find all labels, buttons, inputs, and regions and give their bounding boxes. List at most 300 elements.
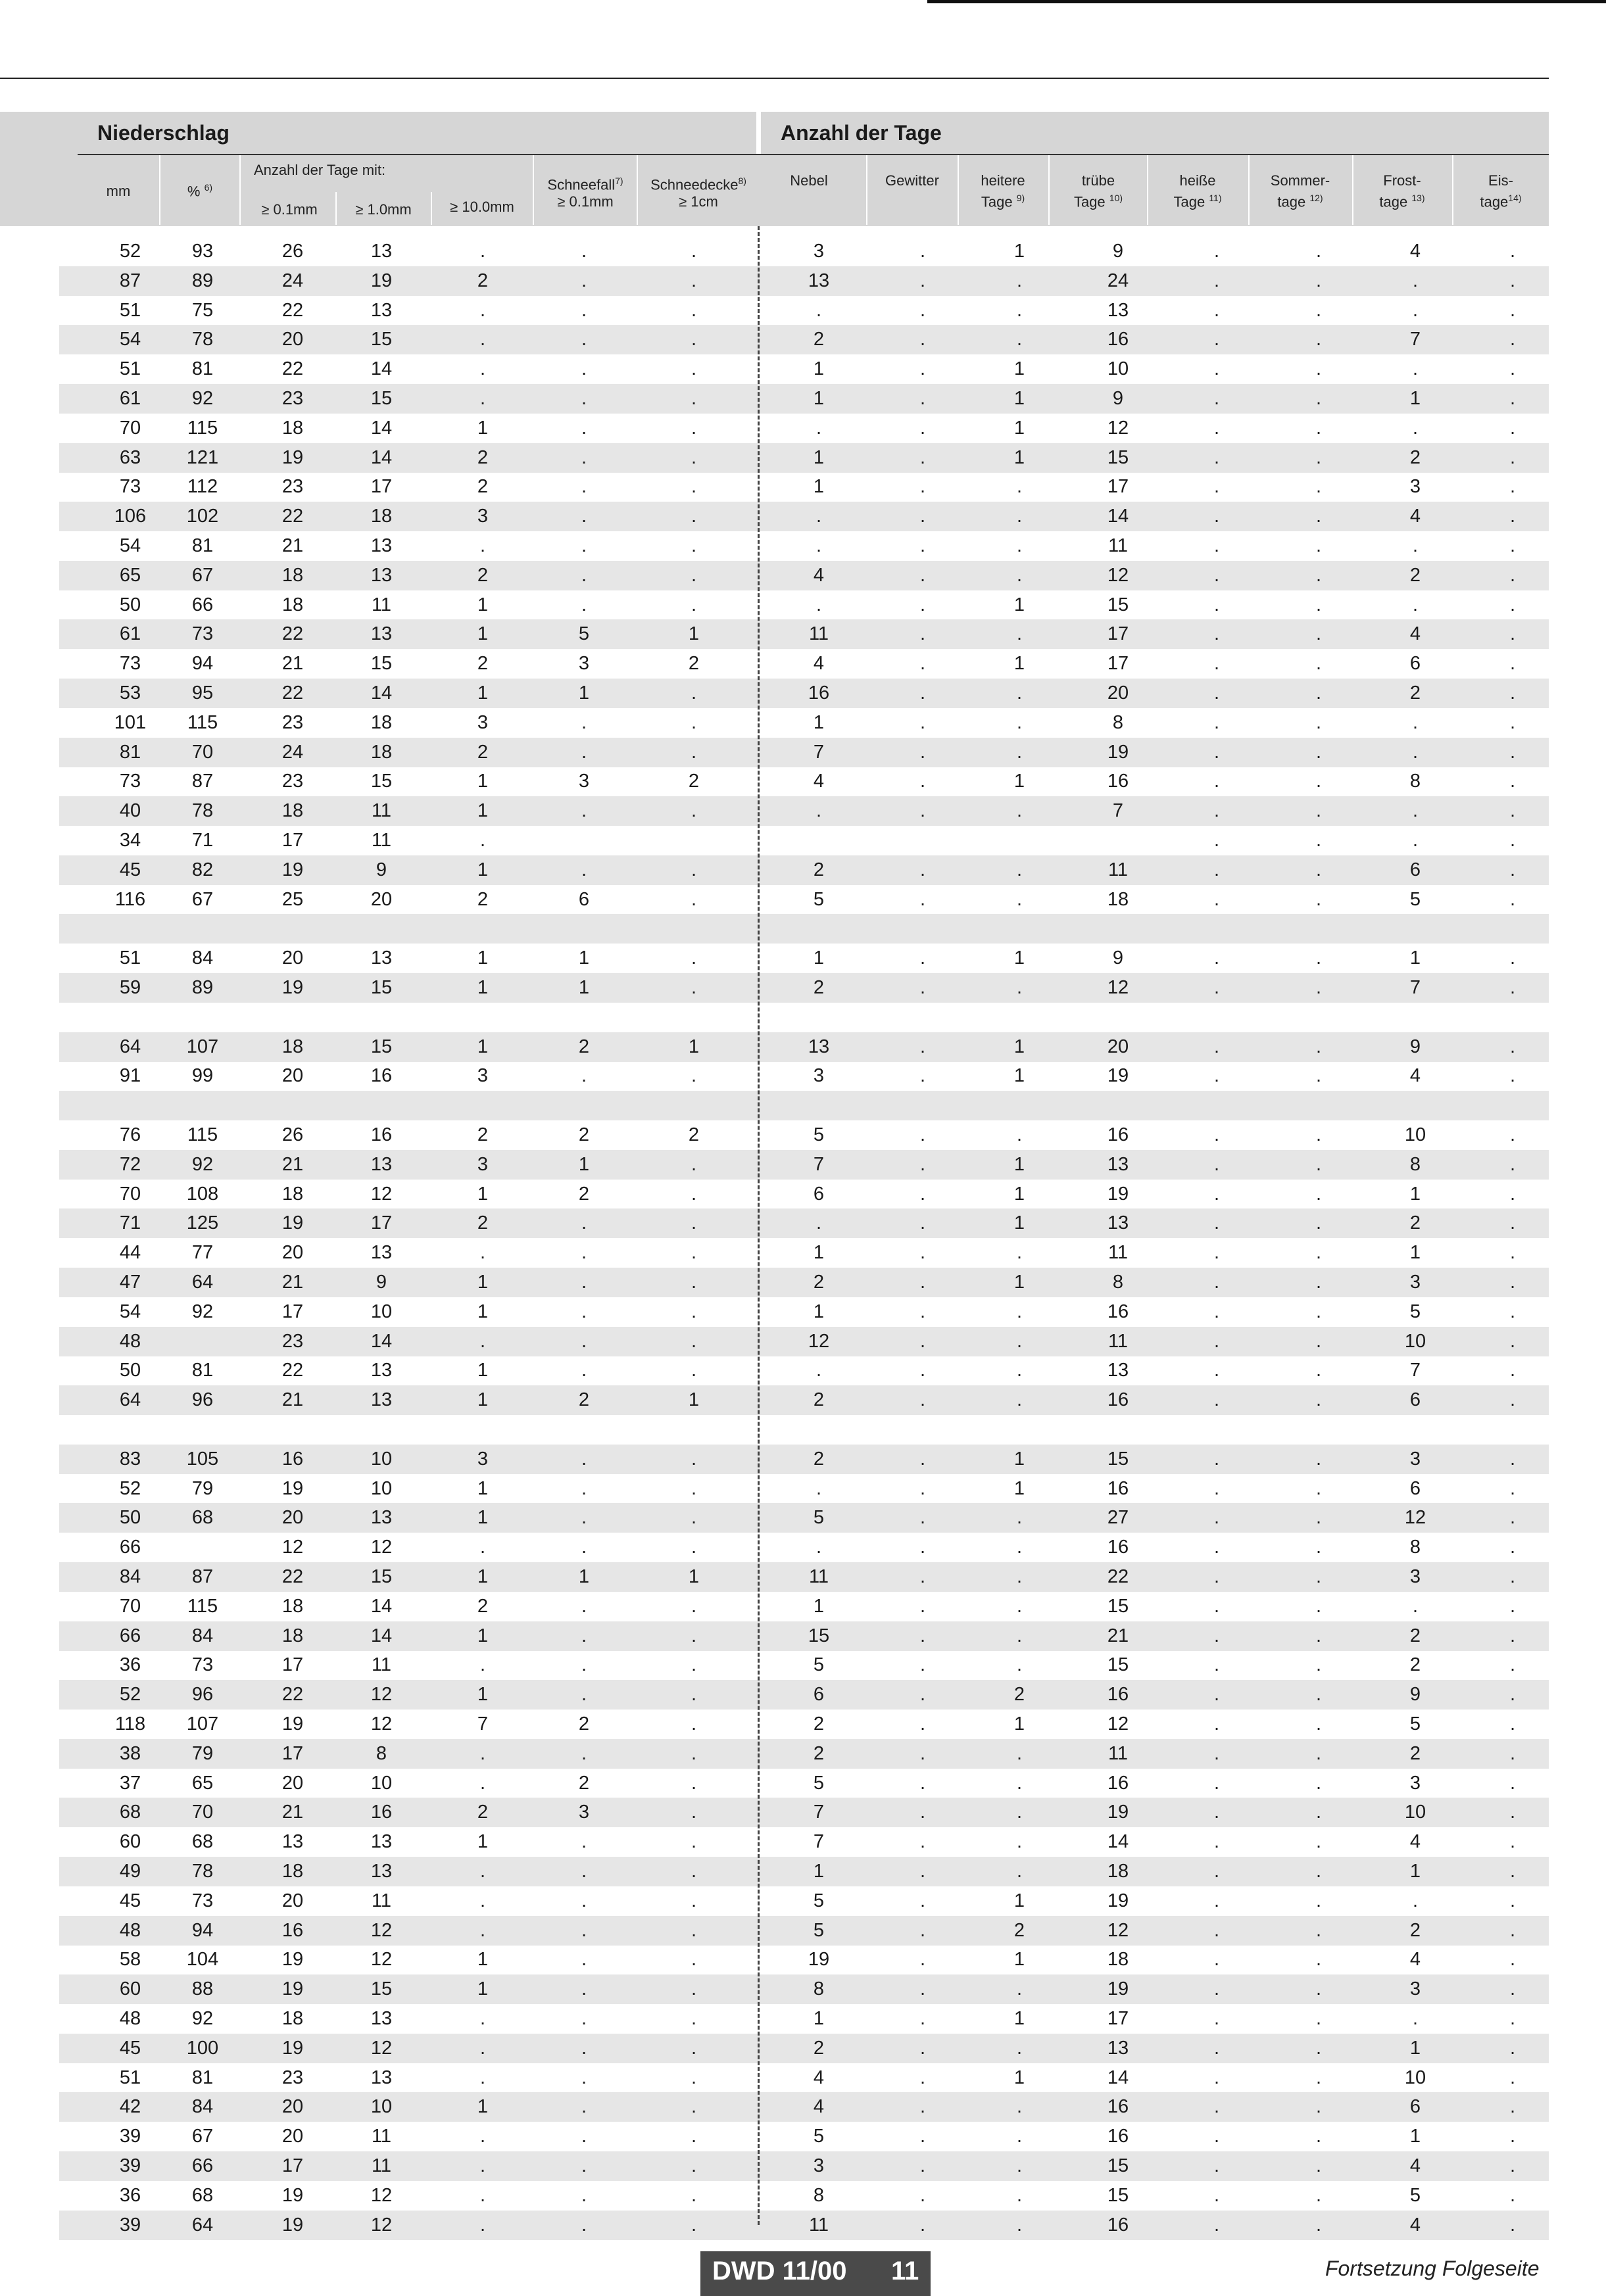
- table-cell: .: [1315, 1242, 1322, 1264]
- table-cell: .: [691, 1272, 697, 1293]
- table-cell: .: [919, 446, 926, 468]
- top-rule-thick: [927, 0, 1606, 3]
- table-cell: .: [581, 506, 587, 527]
- table-cell: .: [1315, 711, 1322, 733]
- table-cell: .: [919, 1831, 926, 1853]
- table-cell: .: [1412, 741, 1419, 763]
- table-cell: 1: [477, 1978, 489, 2000]
- table-cell: [783, 1091, 855, 1120]
- table-cell: 48: [119, 2008, 141, 2029]
- table-cell: .: [1509, 1742, 1516, 1764]
- table-cell: 17: [281, 830, 304, 851]
- table-cell: 21: [281, 1802, 304, 1823]
- table-cell: .: [691, 1772, 697, 1794]
- table-cell: .: [1213, 888, 1220, 910]
- table-cell: .: [1016, 1389, 1023, 1411]
- table-cell: 2: [1409, 1625, 1421, 1646]
- table-cell: .: [581, 270, 587, 291]
- table-cell: 2: [813, 1389, 825, 1411]
- table-cell: .: [1315, 535, 1322, 556]
- top-rule: [0, 78, 1549, 79]
- table-cell: .: [581, 1272, 587, 1293]
- table-cell: 19: [808, 1949, 830, 1971]
- table-cell: .: [479, 358, 486, 380]
- table-cell: .: [1412, 594, 1419, 615]
- table-cell: .: [691, 329, 697, 350]
- table-cell: 6: [813, 1684, 825, 1706]
- table-cell: .: [1016, 1595, 1023, 1617]
- table-cell: 79: [191, 1742, 214, 1764]
- table-cell: .: [581, 1949, 587, 1971]
- table-cell: [1082, 1091, 1154, 1120]
- table-cell: .: [691, 417, 697, 439]
- table-cell: 6: [1409, 2096, 1421, 2118]
- table-cell: .: [1509, 1890, 1516, 1911]
- table-cell: 1: [1409, 388, 1421, 409]
- table-cell: .: [1315, 1212, 1322, 1234]
- table-cell: [345, 1415, 418, 1445]
- table-cell: .: [1509, 535, 1516, 556]
- table-row: [59, 914, 1549, 944]
- table-cell: .: [1213, 1036, 1220, 1057]
- table-row: [59, 325, 1549, 354]
- table-cell: 1: [813, 1595, 825, 1617]
- table-cell: .: [581, 1890, 587, 1911]
- table-cell: 5: [813, 1654, 825, 1676]
- table-cell: .: [1213, 1919, 1220, 1941]
- table-cell: 115: [187, 1124, 218, 1145]
- table-row: [59, 1562, 1549, 1592]
- table-row: [59, 855, 1549, 885]
- table-cell: .: [1213, 1477, 1220, 1499]
- table-row: [59, 1592, 1549, 1621]
- table-cell: 19: [1107, 1890, 1129, 1911]
- table-cell: 7: [1112, 800, 1124, 822]
- table-cell: 2: [1409, 1919, 1421, 1941]
- header-nebel: Nebel: [790, 172, 828, 189]
- table-cell: .: [691, 270, 697, 291]
- table-cell: .: [1016, 506, 1023, 527]
- table-cell: .: [1509, 800, 1516, 822]
- table-row: [59, 1238, 1549, 1268]
- table-row: [59, 354, 1549, 384]
- table-cell: .: [1509, 1065, 1516, 1087]
- header-anzahl-tage-mit: Anzahl der Tage mit:: [254, 162, 386, 178]
- table-cell: 21: [281, 653, 304, 675]
- table-cell: [1180, 1415, 1253, 1445]
- header-separator: [1048, 155, 1050, 225]
- table-cell: 16: [1107, 2096, 1129, 2118]
- table-cell: 1: [813, 1301, 825, 1322]
- table-cell: 51: [119, 947, 141, 969]
- table-cell: 10: [370, 1772, 393, 1794]
- table-cell: 2: [477, 741, 489, 763]
- table-cell: 3: [1409, 1772, 1421, 1794]
- table-cell: .: [691, 1065, 697, 1087]
- table-row: [59, 1650, 1549, 1680]
- table-cell: 15: [1107, 2155, 1129, 2176]
- table-cell: 18: [281, 1183, 304, 1205]
- table-cell: 73: [191, 1890, 214, 1911]
- table-cell: .: [1213, 1861, 1220, 1882]
- table-cell: .: [1213, 241, 1220, 262]
- table-cell: 8: [813, 1978, 825, 2000]
- table-cell: .: [919, 299, 926, 321]
- table-cell: 18: [281, 800, 304, 822]
- table-cell: 61: [119, 388, 141, 409]
- table-cell: .: [1016, 1301, 1023, 1322]
- table-cell: .: [815, 800, 822, 822]
- table-cell: 11: [1107, 859, 1129, 880]
- table-cell: .: [1315, 682, 1322, 704]
- table-cell: [94, 1091, 166, 1120]
- table-cell: 1: [578, 947, 590, 969]
- table-cell: .: [1315, 1124, 1322, 1145]
- table-cell: .: [1016, 711, 1023, 733]
- table-cell: .: [581, 1625, 587, 1646]
- table-row: [59, 1003, 1549, 1032]
- table-cell: .: [581, 1831, 587, 1853]
- table-cell: 15: [808, 1625, 830, 1646]
- header-heisse-tage: heiße Tage $^{11)}$: [1173, 172, 1222, 210]
- table-cell: .: [815, 1537, 822, 1558]
- table-cell: 11: [371, 800, 392, 822]
- table-cell: 1: [1013, 653, 1025, 675]
- table-cell: 26: [281, 1124, 304, 1145]
- table-cell: 12: [370, 2037, 393, 2059]
- table-cell: .: [1315, 1802, 1322, 1823]
- table-cell: 1: [578, 682, 590, 704]
- table-cell: .: [1213, 1890, 1220, 1911]
- table-cell: .: [1016, 1242, 1023, 1264]
- table-cell: .: [1213, 2126, 1220, 2147]
- table-cell: .: [691, 1360, 697, 1381]
- header-separator: [1248, 155, 1250, 225]
- table-cell: .: [479, 1861, 486, 1882]
- table-cell: .: [1509, 947, 1516, 969]
- table-cell: .: [1509, 1360, 1516, 1381]
- table-cell: 22: [281, 1684, 304, 1706]
- table-cell: 17: [1107, 653, 1129, 675]
- table-cell: .: [1315, 1448, 1322, 1470]
- table-cell: 1: [477, 800, 489, 822]
- table-cell: 2: [813, 2037, 825, 2059]
- table-cell: 54: [119, 329, 141, 350]
- header-truebe-tage: trübe Tage $^{10)}$: [1073, 172, 1123, 210]
- table-cell: 81: [191, 358, 214, 380]
- table-cell: .: [479, 329, 486, 350]
- table-cell: [166, 1003, 239, 1032]
- table-cell: .: [1016, 1625, 1023, 1646]
- table-row: [59, 1769, 1549, 1798]
- table-cell: .: [581, 2184, 587, 2206]
- table-cell: 15: [370, 1036, 393, 1057]
- table-cell: 73: [119, 476, 141, 498]
- table-cell: [1282, 1003, 1355, 1032]
- table-cell: .: [479, 241, 486, 262]
- table-cell: .: [691, 535, 697, 556]
- table-cell: .: [919, 1389, 926, 1411]
- table-cell: .: [919, 741, 926, 763]
- table-cell: .: [1213, 2096, 1220, 2118]
- table-cell: 19: [281, 2214, 304, 2236]
- table-cell: .: [1509, 771, 1516, 792]
- table-cell: .: [1213, 682, 1220, 704]
- table-cell: .: [581, 1978, 587, 2000]
- table-cell: 11: [1107, 1330, 1129, 1352]
- table-cell: [1180, 1003, 1253, 1032]
- table-cell: 102: [186, 506, 219, 527]
- table-cell: .: [1213, 947, 1220, 969]
- table-cell: 18: [281, 417, 304, 439]
- table-cell: .: [919, 1507, 926, 1529]
- table-cell: 7: [813, 1802, 825, 1823]
- table-cell: 16: [1107, 2126, 1129, 2147]
- table-cell: 4: [813, 2067, 825, 2088]
- table-row: [59, 2151, 1549, 2181]
- table-cell: 94: [191, 1919, 214, 1941]
- table-cell: .: [1509, 1212, 1516, 1234]
- table-cell: 20: [281, 329, 304, 350]
- table-cell: 45: [119, 859, 141, 880]
- table-cell: .: [581, 859, 587, 880]
- table-cell: 70: [191, 1802, 214, 1823]
- table-cell: 12: [370, 1684, 393, 1706]
- table-cell: 16: [1107, 1537, 1129, 1558]
- table-cell: 20: [370, 888, 393, 910]
- table-row: [59, 944, 1549, 973]
- table-cell: [783, 1003, 855, 1032]
- table-cell: 13: [1107, 2037, 1129, 2059]
- table-cell: .: [1213, 859, 1220, 880]
- table-cell: [548, 914, 620, 944]
- table-row: [59, 1916, 1549, 1946]
- table-cell: 4: [1409, 1831, 1421, 1853]
- table-cell: 96: [191, 1389, 214, 1411]
- table-cell: 10: [1404, 1124, 1426, 1145]
- table-cell: .: [691, 446, 697, 468]
- table-cell: .: [919, 1684, 926, 1706]
- table-cell: [256, 1003, 329, 1032]
- table-cell: [94, 1003, 166, 1032]
- table-cell: 84: [191, 1625, 214, 1646]
- table-cell: 48: [119, 1330, 141, 1352]
- table-cell: 13: [370, 2008, 393, 2029]
- table-cell: .: [1315, 1684, 1322, 1706]
- table-cell: .: [919, 1477, 926, 1499]
- table-cell: 12: [1107, 564, 1129, 586]
- table-cell: 1: [1013, 417, 1025, 439]
- table-cell: 64: [119, 1036, 141, 1057]
- table-cell: .: [1315, 241, 1322, 262]
- table-row: [59, 1327, 1549, 1356]
- table-cell: .: [919, 506, 926, 527]
- table-cell: 15: [1107, 1448, 1129, 1470]
- table-cell: .: [919, 2155, 926, 2176]
- header-separator: [1147, 155, 1148, 225]
- table-cell: .: [581, 1330, 587, 1352]
- table-cell: .: [1016, 623, 1023, 645]
- table-cell: 13: [370, 947, 393, 969]
- table-row: [59, 1091, 1549, 1120]
- table-cell: .: [919, 2214, 926, 2236]
- table-cell: 6: [578, 888, 590, 910]
- table-cell: 1: [1013, 1272, 1025, 1293]
- table-cell: 1: [1409, 947, 1421, 969]
- table-cell: .: [1213, 1301, 1220, 1322]
- table-cell: 19: [281, 2037, 304, 2059]
- table-cell: .: [1509, 2155, 1516, 2176]
- table-cell: .: [1016, 535, 1023, 556]
- table-cell: .: [919, 1566, 926, 1587]
- table-cell: 1: [477, 2096, 489, 2118]
- table-cell: .: [691, 947, 697, 969]
- table-cell: .: [1509, 653, 1516, 675]
- table-cell: 21: [281, 1272, 304, 1293]
- table-cell: 7: [813, 1831, 825, 1853]
- table-cell: 2: [813, 977, 825, 998]
- table-row: [59, 2181, 1549, 2211]
- table-cell: .: [919, 1654, 926, 1676]
- table-cell: 116: [114, 888, 146, 910]
- header-eistage: Eis- tage$^{14)}$: [1480, 172, 1522, 210]
- table-cell: .: [919, 1153, 926, 1175]
- table-cell: .: [919, 1919, 926, 1941]
- table-cell: 1: [477, 417, 489, 439]
- table-cell: 22: [281, 682, 304, 704]
- table-cell: .: [1016, 888, 1023, 910]
- table-cell: .: [1213, 358, 1220, 380]
- table-cell: 23: [281, 388, 304, 409]
- table-cell: .: [1315, 1065, 1322, 1087]
- table-cell: .: [1315, 299, 1322, 321]
- table-cell: .: [1016, 859, 1023, 880]
- table-cell: [783, 826, 855, 855]
- table-cell: 22: [281, 1360, 304, 1381]
- table-cell: .: [479, 2155, 486, 2176]
- table-cell: 99: [191, 1065, 214, 1087]
- table-cell: .: [691, 1301, 697, 1322]
- table-cell: .: [581, 446, 587, 468]
- table-cell: .: [691, 2096, 697, 2118]
- table-row: [59, 2063, 1549, 2093]
- table-cell: .: [691, 358, 697, 380]
- table-cell: .: [1315, 564, 1322, 586]
- table-cell: [1476, 1091, 1549, 1120]
- table-cell: 2: [477, 888, 489, 910]
- table-cell: .: [1016, 1507, 1023, 1529]
- table-cell: .: [691, 1507, 697, 1529]
- table-cell: 87: [191, 1566, 214, 1587]
- table-cell: 13: [370, 1861, 393, 1882]
- table-cell: 9: [1112, 947, 1124, 969]
- table-cell: [548, 826, 620, 855]
- table-cell: .: [479, 535, 486, 556]
- table-cell: 2: [1409, 1654, 1421, 1676]
- table-cell: .: [1016, 1330, 1023, 1352]
- header-schneefall: Schneefall$^{7)}$ ≥ 0.1mm: [547, 176, 623, 210]
- table-cell: .: [1509, 1861, 1516, 1882]
- table-cell: .: [479, 388, 486, 409]
- table-cell: 1: [477, 1949, 489, 1971]
- table-cell: 4: [1409, 2155, 1421, 2176]
- table-cell: 106: [114, 506, 147, 527]
- table-cell: 11: [371, 594, 392, 615]
- table-cell: 5: [813, 1507, 825, 1529]
- table-cell: .: [1315, 506, 1322, 527]
- table-cell: 1: [813, 711, 825, 733]
- table-cell: [1476, 914, 1549, 944]
- table-cell: .: [1213, 623, 1220, 645]
- table-cell: .: [691, 299, 697, 321]
- table-cell: .: [1412, 417, 1419, 439]
- table-cell: 54: [119, 1301, 141, 1322]
- table-cell: 4: [1409, 1065, 1421, 1087]
- table-cell: 5: [1409, 1301, 1421, 1322]
- table-row: [59, 1356, 1549, 1385]
- table-cell: [548, 1091, 620, 1120]
- table-cell: 19: [281, 859, 304, 880]
- table-cell: 1: [688, 1036, 700, 1057]
- table-row: [59, 1032, 1549, 1062]
- table-cell: 71: [191, 830, 214, 851]
- header-separator: [335, 192, 337, 225]
- table-cell: 13: [1107, 1212, 1129, 1234]
- table-cell: 22: [281, 358, 304, 380]
- table-row: [59, 679, 1549, 708]
- table-cell: [447, 1003, 519, 1032]
- table-cell: .: [1509, 1949, 1516, 1971]
- table-row: [59, 2122, 1549, 2151]
- table-cell: .: [1509, 1654, 1516, 1676]
- table-cell: 12: [370, 2214, 393, 2236]
- table-row: [59, 1974, 1549, 2004]
- table-cell: 92: [191, 1153, 214, 1175]
- table-cell: 13: [370, 2067, 393, 2088]
- table-cell: .: [1315, 830, 1322, 851]
- table-cell: 54: [119, 535, 141, 556]
- table-cell: .: [919, 2096, 926, 2118]
- header-sommertage: Sommer- tage $^{12)}$: [1270, 172, 1330, 210]
- table-cell: [1379, 914, 1451, 944]
- table-cell: 63: [119, 446, 141, 468]
- table-cell: .: [1213, 1949, 1220, 1971]
- table-cell: 13: [281, 1831, 304, 1853]
- table-cell: .: [1016, 741, 1023, 763]
- table-cell: .: [1213, 2067, 1220, 2088]
- table-cell: .: [815, 1360, 822, 1381]
- table-cell: .: [1412, 830, 1419, 851]
- table-cell: .: [1412, 1595, 1419, 1617]
- table-cell: 4: [813, 2096, 825, 2118]
- table-cell: .: [1509, 2067, 1516, 2088]
- table-cell: 1: [1013, 1065, 1025, 1087]
- table-cell: .: [1016, 2096, 1023, 2118]
- table-cell: 36: [119, 2184, 141, 2206]
- table-cell: .: [1213, 594, 1220, 615]
- table-cell: .: [815, 506, 822, 527]
- table-cell: .: [1016, 1978, 1023, 2000]
- table-cell: 4: [813, 771, 825, 792]
- table-cell: .: [1016, 1654, 1023, 1676]
- table-cell: .: [1213, 1595, 1220, 1617]
- table-cell: 23: [281, 1330, 304, 1352]
- table-cell: 78: [191, 1861, 214, 1882]
- table-cell: [1379, 1415, 1451, 1445]
- table-cell: 81: [119, 741, 141, 763]
- table-cell: 45: [119, 1890, 141, 1911]
- table-cell: .: [691, 1595, 697, 1617]
